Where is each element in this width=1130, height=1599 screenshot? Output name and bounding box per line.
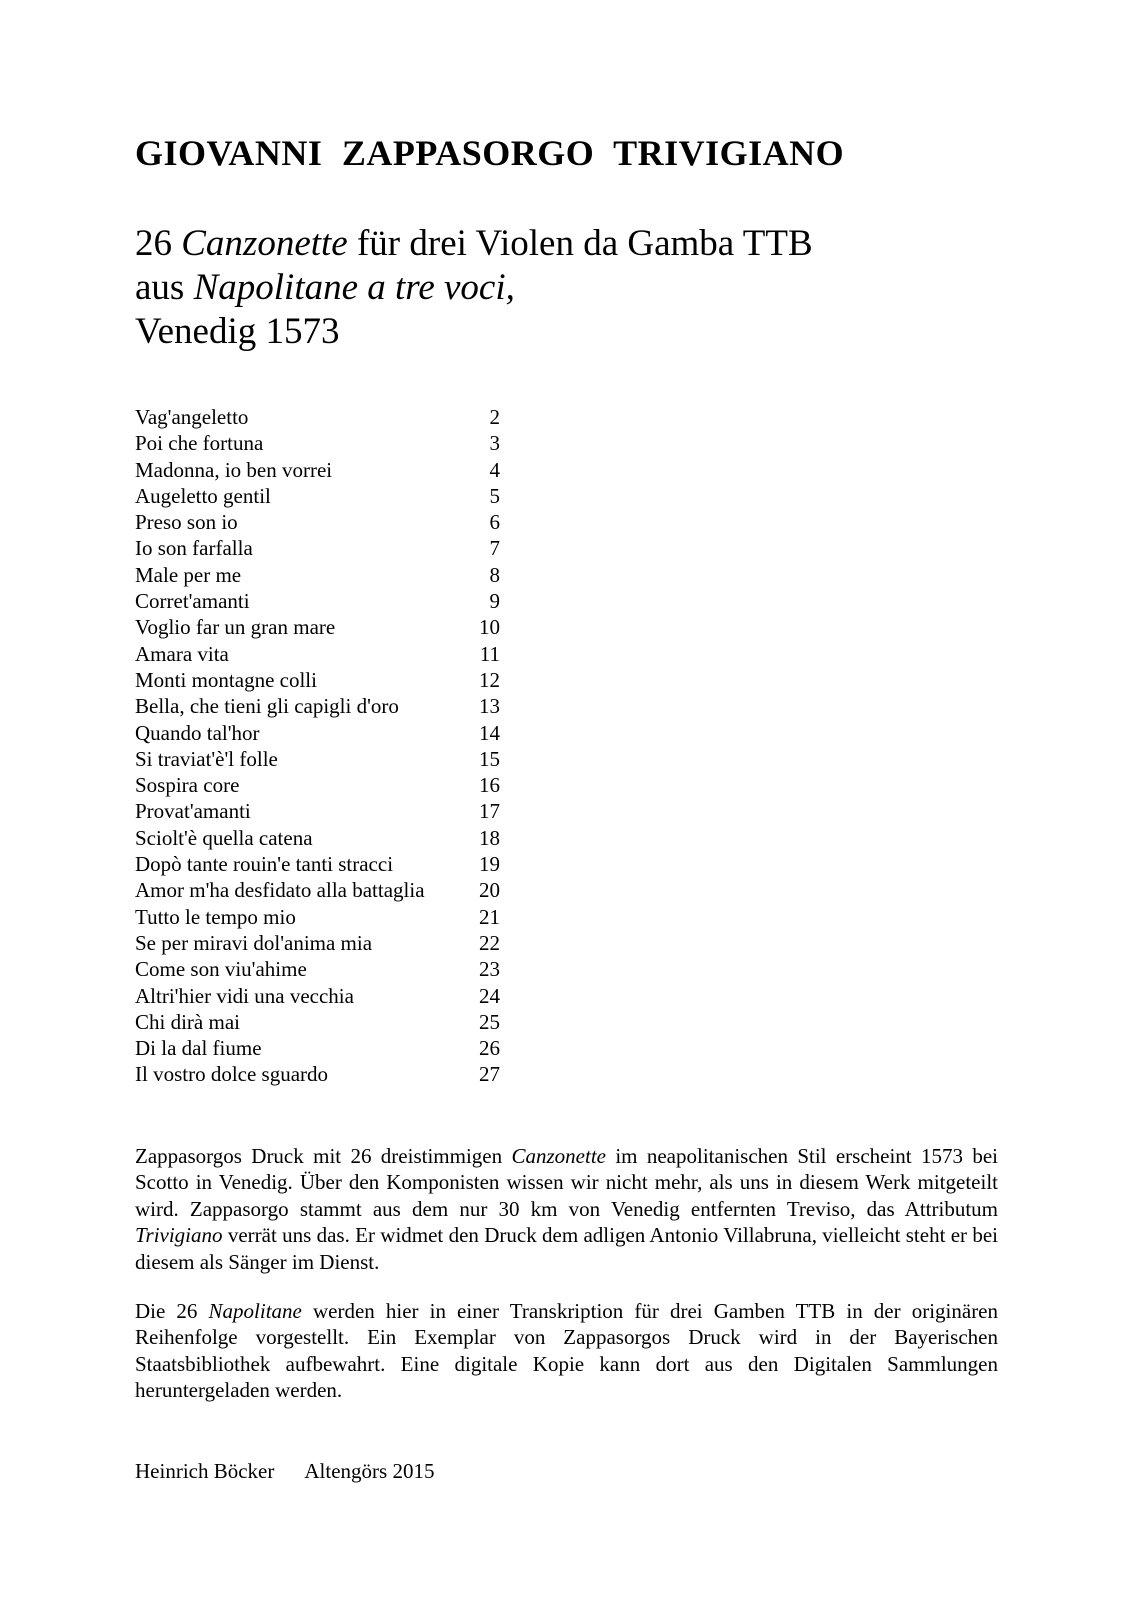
toc-entry (135, 641, 500, 667)
toc-entry (135, 746, 500, 772)
toc-entry-title: Sciolt'è quella catena (135, 825, 313, 850)
toc-entry-title: Altri'hier vidi una vecchia (135, 983, 354, 1008)
toc-entry (135, 720, 500, 746)
toc-entry-page-number: 22 (479, 930, 500, 955)
toc-entry-page-number: 15 (479, 746, 500, 771)
toc-entry (135, 956, 500, 982)
toc-entry-title: Corret'amanti (135, 589, 250, 614)
toc-entry-title: Preso son io (135, 510, 238, 535)
toc-entry-title: Io son farfalla (135, 536, 253, 561)
toc-entry-title: Chi dirà mai (135, 1009, 240, 1034)
toc-entry-page-number: 13 (479, 694, 500, 719)
toc-entry (135, 483, 500, 509)
subtitle-line-2: aus Napolitane a tre voci, (135, 267, 515, 308)
toc-entry (135, 693, 500, 719)
toc-entry-title: Augeletto gentil (135, 483, 271, 508)
toc-entry-page-number: 8 (489, 562, 500, 587)
toc-entry-title: Provat'amanti (135, 799, 251, 824)
toc-entry-page-number: 4 (489, 457, 500, 482)
toc-entry (135, 614, 500, 640)
toc-entry-page-number: 25 (479, 1009, 500, 1034)
composer-heading: GIOVANNI ZAPPASORGO TRIVIGIANO (135, 133, 845, 173)
toc-entry-page-number: 12 (479, 667, 500, 692)
toc-entry-title: Male per me (135, 562, 242, 587)
toc-entry-title: Voglio far un gran mare (135, 615, 336, 640)
toc-entry-title: Amor m'ha desfidato alla battaglia (135, 878, 425, 903)
toc-entry (135, 1035, 500, 1061)
toc-entry (135, 798, 500, 824)
author-name: Heinrich Böcker (135, 1459, 275, 1483)
toc-entry (135, 535, 500, 561)
toc-entry-title: Amara vita (135, 641, 229, 666)
signature-line (135, 1458, 434, 1484)
table-of-contents (135, 404, 500, 1088)
toc-entry-page-number: 26 (479, 1036, 500, 1061)
toc-entry-page-number: 14 (479, 720, 500, 745)
toc-entry (135, 457, 500, 483)
toc-entry-page-number: 7 (489, 536, 500, 561)
toc-entry-title: Si traviat'è'l folle (135, 746, 278, 771)
toc-entry-page-number: 27 (479, 1062, 500, 1087)
toc-entry (135, 667, 500, 693)
toc-entry-title: Monti montagne colli (135, 667, 317, 692)
toc-entry (135, 930, 500, 956)
toc-entry-title: Vag'angeletto (135, 405, 249, 429)
toc-entry (135, 562, 500, 588)
toc-entry-page-number: 10 (479, 615, 500, 640)
toc-entry-page-number: 2 (489, 405, 500, 429)
toc-entry (135, 877, 500, 903)
toc-entry (135, 430, 500, 456)
toc-entry-title: Di la dal fiume (135, 1036, 262, 1061)
toc-entry-page-number: 11 (479, 641, 500, 666)
toc-entry-page-number: 6 (489, 510, 500, 535)
toc-entry-page-number: 19 (479, 852, 500, 877)
toc-entry-title: Bella, che tieni gli capigli d'oro (135, 694, 399, 719)
toc-entry-title: Madonna, io ben vorrei (135, 457, 333, 482)
toc-entry-page-number: 21 (479, 904, 500, 929)
toc-entry-page-number: 5 (489, 483, 500, 508)
toc-entry-title: Sospira core (135, 773, 240, 798)
toc-entry-title: Il vostro dolce sguardo (135, 1062, 329, 1087)
toc-entry-page-number: 20 (479, 878, 500, 903)
toc-entry-page-number: 16 (479, 773, 500, 798)
toc-entry-title: Tutto le tempo mio (135, 904, 296, 929)
place-and-year: Altengörs 2015 (304, 1459, 435, 1483)
toc-entry (135, 983, 500, 1009)
work-subtitle (135, 222, 813, 354)
toc-entry (135, 1009, 500, 1035)
toc-entry (135, 851, 500, 877)
toc-entry-title: Come son viu'ahime (135, 957, 307, 982)
subtitle-line-3: Venedig 1573 (135, 311, 340, 352)
toc-entry-title: Poi che fortuna (135, 431, 264, 456)
toc-entry-title: Quando tal'hor (135, 720, 260, 745)
toc-entry-page-number: 9 (489, 589, 500, 614)
toc-entry-title: Se per miravi dol'anima mia (135, 930, 373, 955)
toc-entry-page-number: 3 (489, 431, 500, 456)
toc-entry (135, 404, 500, 430)
toc-entry-page-number: 24 (479, 983, 500, 1008)
toc-entry-page-number: 18 (479, 825, 500, 850)
toc-entry-page-number: 17 (479, 799, 500, 824)
toc-entry (135, 772, 500, 798)
toc-entry-page-number: 23 (479, 957, 500, 982)
toc-entry (135, 509, 500, 535)
toc-entry (135, 588, 500, 614)
transcription-paragraph: Die 26 Napolitane werden hier in einer Transkription für drei Gamben TTB in der originären Reihenfolge vorgestellt. Ein Exemplar von Zappasorgos Druck wird in der Bayerischen Staatsbibliothek aufbewahrt. Eine digitale Kopie kann dort aus den Digitalen Sammlungen heruntergeladen werden. (135, 1299, 999, 1403)
subtitle-line-1: 26 Canzonette für drei Violen da Gamba TTB (135, 223, 813, 264)
toc-entry (135, 825, 500, 851)
intro-paragraph: Zappasorgos Druck mit 26 dreistimmigen Canzonette im neapolitanischen Stil erscheint 1573 bei Scotto in Venedig. Über den Komponisten wissen wir nicht mehr, als uns in diesem Werk mitgeteilt wird. Zappasorgo stammt aus dem nur 30 km von Venedig entfernten Treviso, das Attributum Trivigiano verrät uns das. Er widmet den Druck dem adligen Antonio Villabruna, vielleicht steht er bei diesem als Sänger im Dienst. (135, 1144, 998, 1274)
toc-entry (135, 904, 500, 930)
toc-entry-title: Dopò tante rouin'e tanti stracci (135, 852, 394, 877)
toc-entry (135, 1061, 500, 1087)
